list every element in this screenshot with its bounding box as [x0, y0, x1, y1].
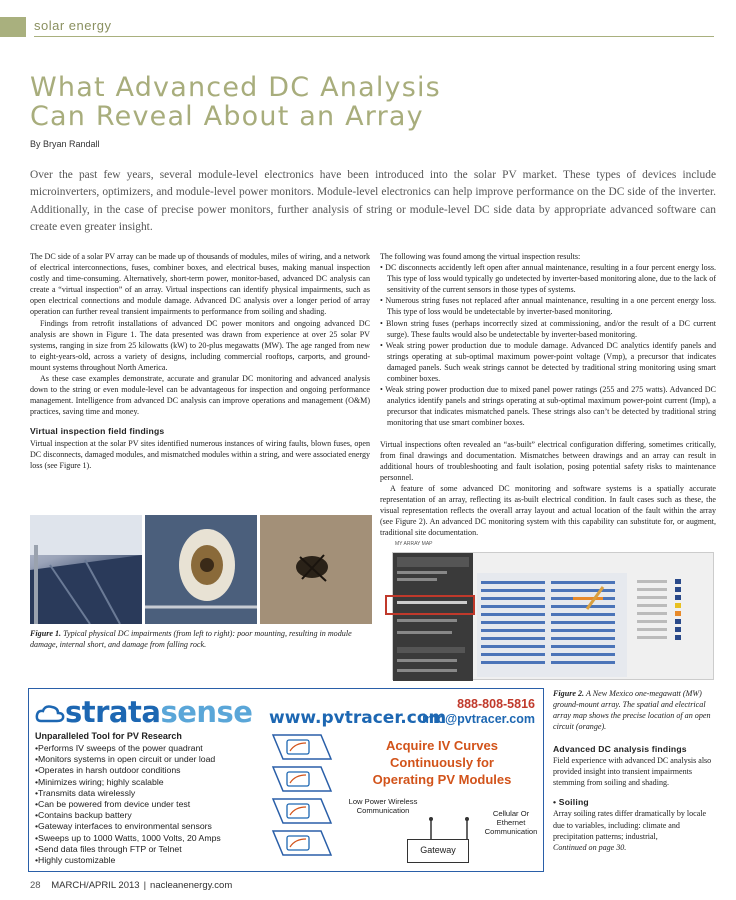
feature-item: • Minimizes wiring; highly scalable — [35, 777, 221, 788]
ad-cellular-label: Cellular Or Ethernet Communication — [484, 809, 538, 836]
array-map-label: MY ARRAY MAP — [395, 541, 433, 547]
figure-2-text: A New Mexico one-megawatt (MW) ground-mount array. The spatial and electrical array map shows the precise location of an open circuit (orange). — [553, 689, 711, 731]
footer-separator: | — [143, 880, 147, 891]
left-column — [30, 251, 370, 471]
bullet-item: • Blown string fuses (perhaps incorrectly sized at commissioning, and/or the result of a DC current surge). These faults would also be undetectable by inverter-based monitoring. — [380, 318, 716, 339]
gateway-box: Gateway — [407, 839, 469, 863]
photo-poor-mounting — [30, 515, 142, 624]
pv-panels-illustration — [265, 731, 345, 869]
bullet-item: • Numerous string fuses not replaced after annual maintenance, resulting in a one percent energy loss. This type of loss would be undetectable by inverter-based monitoring. — [380, 296, 716, 317]
sidebar-content — [393, 553, 473, 681]
feature-item: • Operates in harsh outdoor conditions — [35, 765, 221, 776]
cloud-icon — [35, 704, 65, 724]
array-map-figure — [392, 541, 714, 680]
photo-falling-rock — [260, 515, 372, 624]
antenna-icon — [419, 815, 479, 841]
ad-low-power-label: Low Power Wireless Communication — [348, 797, 418, 815]
array-map-sidebar — [393, 553, 473, 681]
figure-2-caption — [553, 688, 717, 732]
footer-site[interactable]: nacleanenergy.com — [150, 880, 233, 891]
ad-acquire-headline: Acquire IV Curves Continuously for Operating PV Modules — [372, 738, 512, 787]
photo-internal-short — [145, 515, 257, 624]
feature-item: • Monitors systems in open circuit or under load — [35, 754, 221, 765]
feature-item: • Performs IV sweeps of the power quadrant — [35, 743, 221, 754]
paragraph: As these case examples demonstrate, accurate and granular DC monitoring and advanced analysis down to the string or even module-level can be advantageous for inspection and ongoing performance management. Intelligence from advanced DC analysis can improve operations and management (O&M) practices, saving time and money. — [30, 374, 370, 417]
module-mount-illustration — [30, 515, 142, 624]
paragraph: The following was found among the virtual inspection results: — [380, 252, 581, 261]
page-number: 28 — [30, 880, 41, 891]
feature-item: • Highly customizable — [35, 855, 221, 866]
section-rule — [34, 36, 714, 37]
figure-1-label: Figure 1. — [30, 629, 62, 638]
paragraph: Field experience with advanced DC analysis also provided insight into transient impairments stemming from soiling and shading. — [553, 756, 712, 788]
right-column — [380, 251, 716, 538]
article-title — [30, 73, 670, 131]
feature-item: • Send data files through FTP or Telnet — [35, 844, 221, 855]
intro-paragraph: Over the past few years, several module-level electronics have been introduced into the solar PV market. These types of devices include microinverters, optimizers, and module-level power monitors. Module-level electronics can help improve performance on the DC side of the inverter. Additionally, in the case of precise power monitors, further analysis of string or module-level DC side data by appropriate advanced software can create even greater insight. — [30, 169, 716, 233]
paragraph: A feature of some advanced DC monitoring and software systems is a spatially accurate representation of an array, reflecting its as-built electrical condition. In fault cases such as these, the visual representation reflects the overall array layout and actual location of the fault within the array (see Figure 2). An advanced DC monitoring system with this capability can substitute for, or augment, traditional site documentation. — [380, 483, 716, 538]
open-circuit-string — [573, 597, 603, 600]
figure-1-photos — [30, 515, 372, 624]
feature-item: • Gateway interfaces to environmental sensors — [35, 821, 221, 832]
ad-email[interactable]: info@pvtracer.com — [422, 712, 535, 726]
section-color-block — [0, 17, 26, 37]
feature-item: • Sweeps up to 1000 Watts, 1000 Volts, 20 Amps — [35, 833, 221, 844]
section-label: solar energy — [34, 18, 112, 33]
stratasense-logo — [35, 695, 252, 729]
logo-text-strata: strata — [65, 695, 161, 729]
byline: By Bryan Randall — [30, 139, 100, 149]
subheading-virtual-inspection: Virtual inspection field findings — [30, 426, 165, 437]
section-header — [0, 17, 736, 37]
sidebar-column — [553, 744, 717, 853]
figure-1-caption — [30, 628, 370, 650]
highlight-open-circuit-box — [385, 595, 475, 615]
subheading-soiling: • Soiling — [553, 797, 589, 808]
issue-date: MARCH/APRIL 2013 — [51, 880, 140, 891]
ad-phone[interactable]: 888-808-5816 — [457, 697, 535, 711]
paragraph: Findings from retrofit installations of advanced DC power monitors and ongoing advanced DC analysis are shown in Figure 1. The data presented was drawn from experience at over 25 solar PV systems, ranging in size from 25 kilowatts (kW) to 20-plus megawatts (MW). The age ranged from new to eight-years-old, across a variety of designs, including commercial rooftops, carports, and ground-mount systems throughout North America. — [30, 318, 370, 372]
logo-text-sense: sense — [160, 695, 253, 729]
array-grid — [477, 573, 713, 679]
continued-note: Continued on page 30. — [553, 842, 627, 852]
paragraph: Virtual inspection at the solar PV sites identified numerous instances of wiring faults, blown fuses, open DC disconnects, damaged modules, and mismatched modules within a string, and were associated energy loss (see Figure 1). — [30, 438, 370, 470]
subheading-advanced-dc: Advanced DC analysis findings — [553, 744, 687, 754]
feature-item: • Contains backup battery — [35, 810, 221, 821]
bullet-item: • Weak string power production due to module damage. Advanced DC analytics identify panels and strings operating at sub-optimal maximum power-point voltage (Vmp), a precursor that indicates damaged panels. Such weak strings cannot be detected by traditional string monitoring using smart combiner boxes. — [380, 340, 716, 384]
figure-1-text: Typical physical DC impairments (from left to right): poor mounting, resulting in module damage, internal short, and damage from falling rock. — [30, 629, 352, 649]
stratasense-advertisement[interactable] — [28, 688, 544, 872]
feature-item: • Can be powered from device under test — [35, 799, 221, 810]
paragraph: The DC side of a solar PV array can be made up of thousands of modules, miles of wiring, and a network of electrical interconnections, fuses, combiner boxes, and electrical buses, making manual inspection costly and time-consuming. Alternatively, short-term power, monitor-based, advanced DC analysis can create a “virtual inspection” of an array. Virtual inspections can identify physical impairments, such as open electrical connections and module damage. Advanced DC analysis over a longer period of array operation can further reveal transient impairments to performance from soiling and shading. — [30, 252, 370, 317]
burn-mark-illustration — [145, 515, 257, 624]
page-footer — [30, 880, 232, 891]
rock-damage-illustration — [260, 515, 372, 624]
title-line-1: What Advanced DC Analysis — [30, 72, 441, 103]
feature-item: • Transmits data wirelessly — [35, 788, 221, 799]
ad-headline: Unparalleled Tool for PV Research — [35, 731, 182, 741]
title-line-2: Can Reveal About an Array — [30, 101, 424, 132]
paragraph: Array soiling rates differ dramatically by locale due to variables, including: climate and precipitation patterns; industrial, — [553, 809, 707, 841]
ad-url[interactable]: www.pvtracer.com — [269, 708, 447, 728]
bullet-item: • DC disconnects accidently left open after annual maintenance, resulting in a four percent energy loss. This type of loss would typically go undetected by inverter-based monitoring alone, due to the lack of sensitivity of the current sensors in those types of systems. — [380, 263, 716, 295]
bullet-item: • Weak string power production due to mixed panel power ratings (255 and 275 watts). Advanced DC analytics identify panels and strings operating at sub-optimal maximum power-point current (Imp), a precursor that indicates mismatched panels. These strings also can’t be detected by traditional string monitoring that use smart combiner boxes. — [380, 385, 716, 428]
figure-2-label: Figure 2. — [553, 689, 585, 698]
ad-feature-list — [35, 743, 221, 866]
paragraph: Virtual inspections often revealed an “as-built” electrical configuration differing, sometimes critically, from final drawings and documentation. Mismatches between drawings and an array can result in additional hours of troubleshooting and fault isolation, posing potential safety risks to maintenance personnel. — [380, 439, 716, 482]
ad-contact — [422, 697, 535, 727]
